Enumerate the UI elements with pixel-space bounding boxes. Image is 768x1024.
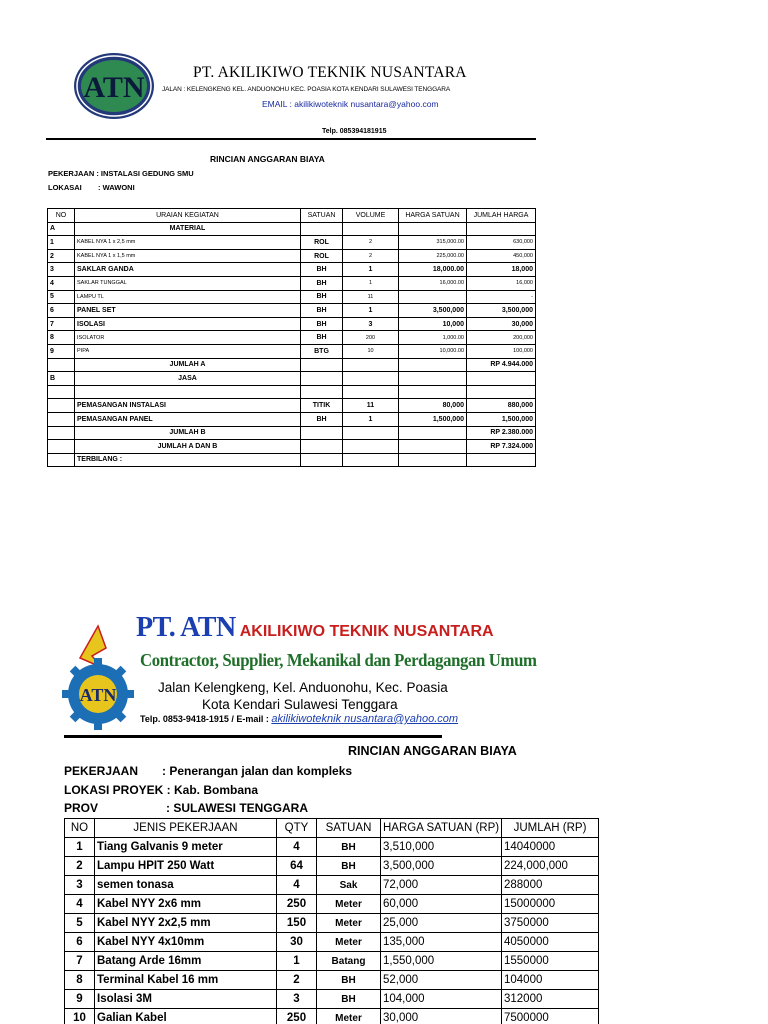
pekerjaan-line: PEKERJAAN : INSTALASI GEDUNG SMU: [48, 169, 194, 178]
jumlah-ab-row: [48, 440, 536, 454]
table-row: [48, 344, 536, 358]
row-item: Kabel NYY 4x10mm: [95, 933, 277, 952]
table-cell: [48, 426, 75, 440]
row-harga: 25,000: [381, 914, 502, 933]
contact-prefix: Telp. 0853-9418-1915 / E-mail :: [140, 714, 272, 724]
table-row: [65, 876, 599, 895]
row-qty: 4: [277, 838, 317, 857]
row-jumlah: -: [467, 290, 536, 304]
row-satuan: BH: [301, 276, 343, 290]
row-harga: 1,000.00: [399, 331, 467, 345]
row-harga: 1,500,000: [399, 412, 467, 426]
row-satuan: ROL: [301, 249, 343, 263]
table-cell: [399, 358, 467, 372]
row-harga: [399, 290, 467, 304]
empty-row: [48, 385, 536, 399]
row-harga: 225,000.00: [399, 249, 467, 263]
row-volume: 10: [343, 344, 399, 358]
table-cell: [399, 453, 467, 467]
row-satuan: BH: [301, 263, 343, 277]
row-satuan: BTG: [301, 344, 343, 358]
row-qty: 30: [277, 933, 317, 952]
row-volume: 1: [343, 412, 399, 426]
table-cell: [343, 440, 399, 454]
row-jumlah: 15000000: [502, 895, 599, 914]
row-harga: 52,000: [381, 971, 502, 990]
contact-email[interactable]: akilikiwoteknik nusantara@yahoo.com: [271, 713, 459, 725]
row-item: SAKLAR GANDA: [75, 263, 301, 277]
row-no: 10: [65, 1009, 95, 1024]
row-jumlah: 18,000: [467, 263, 536, 277]
company-logo: [72, 51, 156, 121]
row-no: 6: [65, 933, 95, 952]
row-volume: 11: [343, 290, 399, 304]
row-no: 5: [65, 914, 95, 933]
row-jumlah: 7500000: [502, 1009, 599, 1024]
row-volume: 2: [343, 249, 399, 263]
row-jumlah: 14040000: [502, 838, 599, 857]
table-row: [48, 304, 536, 318]
logo-text: ATN: [79, 685, 117, 705]
header-no: NO: [48, 209, 75, 223]
table-cell: [399, 440, 467, 454]
row-jumlah: 200,000: [467, 331, 536, 345]
jumlah-ab-value: RP 7.324.000: [467, 440, 536, 454]
jumlah-b-row: [48, 426, 536, 440]
lokasi-line: [48, 183, 135, 192]
row-no: 1: [48, 236, 75, 250]
row-no: 2: [48, 249, 75, 263]
table-cell: [301, 426, 343, 440]
row-volume: 1: [343, 276, 399, 290]
table-header-row: [48, 209, 536, 223]
row-item: LAMPU TL: [75, 290, 301, 304]
header-divider: [46, 138, 536, 140]
table-cell: [467, 372, 536, 386]
row-item: Isolasi 3M: [95, 990, 277, 1009]
row-harga: 1,550,000: [381, 952, 502, 971]
section-row-a: [48, 222, 536, 236]
row-no: 2: [65, 857, 95, 876]
row-qty: 2: [277, 971, 317, 990]
company-address-line1: Jalan Kelengkeng, Kel. Anduonohu, Kec. Poasia: [158, 680, 448, 695]
table-row: [65, 1009, 599, 1024]
row-no: [48, 399, 75, 413]
row-harga: 3,500,000: [381, 857, 502, 876]
brand-short: PT. ATN: [136, 612, 236, 643]
table-cell: [48, 440, 75, 454]
table-cell: [399, 426, 467, 440]
row-satuan: Meter: [317, 914, 381, 933]
table-cell: [48, 385, 75, 399]
row-no: 7: [65, 952, 95, 971]
row-no: 8: [65, 971, 95, 990]
pekerjaan-value: : Penerangan jalan dan kompleks: [162, 764, 353, 778]
table-row: [65, 990, 599, 1009]
logo-text: ATN: [83, 71, 145, 104]
row-qty: 250: [277, 895, 317, 914]
row-harga: 18,000.00: [399, 263, 467, 277]
row-no: 9: [48, 344, 75, 358]
lokasi-value: : WAWONI: [98, 183, 135, 192]
row-harga: 104,000: [381, 990, 502, 1009]
table-cell: [301, 358, 343, 372]
row-qty: 64: [277, 857, 317, 876]
table-row: [65, 971, 599, 990]
company-email[interactable]: EMAIL : akilikiwoteknik nusantara@yahoo.com: [262, 99, 439, 109]
jumlah-b-label: JUMLAH B: [75, 426, 301, 440]
table-cell: [48, 453, 75, 467]
row-harga: 72,000: [381, 876, 502, 895]
row-no: 9: [65, 990, 95, 1009]
company-tagline: Contractor, Supplier, Mekanikal dan Perdagangan Umum: [140, 650, 537, 670]
cost-table-2: [64, 818, 599, 1024]
header-harga-satuan: HARGA SATUAN (RP): [381, 819, 502, 838]
table-row: [65, 952, 599, 971]
row-qty: 3: [277, 990, 317, 1009]
estimate-document-2: [0, 600, 768, 1024]
table-row: [48, 263, 536, 277]
pekerjaan-line: [64, 764, 352, 778]
row-no: 8: [48, 331, 75, 345]
row-no: 4: [65, 895, 95, 914]
row-satuan: TITIK: [301, 399, 343, 413]
table-cell: [467, 453, 536, 467]
table-row: [48, 317, 536, 331]
table-row: [48, 399, 536, 413]
row-jumlah: 100,000: [467, 344, 536, 358]
company-logo-gear: [62, 622, 134, 732]
table-row: [48, 331, 536, 345]
row-jumlah: 1550000: [502, 952, 599, 971]
table-cell: [343, 385, 399, 399]
brand-block: [136, 612, 494, 644]
row-item: SAKLAR TUNGGAL: [75, 276, 301, 290]
terbilang-label: TERBILANG :: [75, 453, 301, 467]
table-cell: [343, 426, 399, 440]
header-jenis: JENIS PEKERJAAN: [95, 819, 277, 838]
section-no: B: [48, 372, 75, 386]
jumlah-a-label: JUMLAH A: [75, 358, 301, 372]
row-satuan: BH: [301, 331, 343, 345]
row-harga: 10,000: [399, 317, 467, 331]
table-cell: [343, 453, 399, 467]
row-satuan: BH: [301, 290, 343, 304]
row-harga: 10,000.00: [399, 344, 467, 358]
lokasi-line: LOKASI PROYEK : Kab. Bombana: [64, 783, 259, 797]
row-satuan: BH: [301, 317, 343, 331]
row-item: Batang Arde 16mm: [95, 952, 277, 971]
section-label: MATERIAL: [75, 222, 301, 236]
row-satuan: Meter: [317, 895, 381, 914]
row-item: Kabel NYY 2x2,5 mm: [95, 914, 277, 933]
row-harga: 315,000.00: [399, 236, 467, 250]
row-no: 3: [48, 263, 75, 277]
table-cell: [75, 385, 301, 399]
row-satuan: BH: [317, 971, 381, 990]
table-cell: [301, 453, 343, 467]
row-qty: 150: [277, 914, 317, 933]
company-address-line2: Kota Kendari Sulawesi Tenggara: [202, 697, 398, 712]
row-item: PEMASANGAN PANEL: [75, 412, 301, 426]
table-row: [65, 838, 599, 857]
row-harga: 30,000: [381, 1009, 502, 1024]
header-volume: VOLUME: [343, 209, 399, 223]
table-row: [48, 290, 536, 304]
section-row-b: [48, 372, 536, 386]
table-row: [48, 276, 536, 290]
row-jumlah: 1,500,000: [467, 412, 536, 426]
table-row: [65, 857, 599, 876]
row-harga: 3,500,000: [399, 304, 467, 318]
section-label: JASA: [75, 372, 301, 386]
row-harga: 135,000: [381, 933, 502, 952]
row-jumlah: 630,000: [467, 236, 536, 250]
cost-table-1: [47, 208, 536, 467]
row-no: 6: [48, 304, 75, 318]
header-qty: QTY: [277, 819, 317, 838]
row-jumlah: 450,000: [467, 249, 536, 263]
row-satuan: Meter: [317, 933, 381, 952]
row-no: 4: [48, 276, 75, 290]
jumlah-b-value: RP 2.380.000: [467, 426, 536, 440]
pekerjaan-key: PEKERJAAN: [64, 764, 139, 778]
company-name: PT. AKILIKIWO TEKNIK NUSANTARA: [193, 64, 467, 81]
row-qty: 4: [277, 876, 317, 895]
row-jumlah: 30,000: [467, 317, 536, 331]
row-satuan: BH: [301, 304, 343, 318]
header-satuan: SATUAN: [301, 209, 343, 223]
table-cell: [399, 372, 467, 386]
table-cell: [343, 358, 399, 372]
document-title: RINCIAN ANGGARAN BIAYA: [348, 744, 517, 758]
row-harga: 16,000.00: [399, 276, 467, 290]
table-row: [65, 933, 599, 952]
header-no: NO: [65, 819, 95, 838]
row-jumlah: 880,000: [467, 399, 536, 413]
prov-value: : SULAWESI TENGGARA: [166, 801, 309, 815]
row-satuan: BH: [301, 412, 343, 426]
row-satuan: Meter: [317, 1009, 381, 1024]
row-item: ISOLASI: [75, 317, 301, 331]
row-jumlah: 312000: [502, 990, 599, 1009]
header-harga-satuan: HARGA SATUAN: [399, 209, 467, 223]
row-satuan: ROL: [301, 236, 343, 250]
row-jumlah: 104000: [502, 971, 599, 990]
table-row: [48, 236, 536, 250]
row-no: 3: [65, 876, 95, 895]
company-phone: Telp. 085394181915: [322, 128, 387, 135]
header-jumlah-harga: JUMLAH HARGA: [467, 209, 536, 223]
row-jumlah: 224,000,000: [502, 857, 599, 876]
estimate-document-1: [0, 0, 768, 480]
row-item: Lampu HPIT 250 Watt: [95, 857, 277, 876]
row-item: Terminal Kabel 16 mm: [95, 971, 277, 990]
table-cell: [467, 385, 536, 399]
row-no: 7: [48, 317, 75, 331]
row-jumlah: 3750000: [502, 914, 599, 933]
table-header-row: [65, 819, 599, 838]
table-row: [48, 412, 536, 426]
row-item: ISOLATOR: [75, 331, 301, 345]
row-volume: 2: [343, 236, 399, 250]
header-jumlah: JUMLAH (RP): [502, 819, 599, 838]
table-cell: [399, 385, 467, 399]
row-no: 5: [48, 290, 75, 304]
header-satuan: SATUAN: [317, 819, 381, 838]
row-harga: 3,510,000: [381, 838, 502, 857]
lokasi-key: LOKASAI: [48, 183, 82, 192]
table-cell: [301, 440, 343, 454]
row-volume: 11: [343, 399, 399, 413]
row-no: 1: [65, 838, 95, 857]
section-no: A: [48, 222, 75, 236]
prov-line: [64, 801, 308, 815]
company-contact: [140, 713, 458, 725]
row-item: KABEL NYA 1 x 1,5 mm: [75, 249, 301, 263]
terbilang-row: [48, 453, 536, 467]
header-uraian: URAIAN KEGIATAN: [75, 209, 301, 223]
table-row: [65, 914, 599, 933]
document-title: RINCIAN ANGGARAN BIAYA: [210, 154, 325, 164]
row-item: Tiang Galvanis 9 meter: [95, 838, 277, 857]
company-address: JALAN : KELENGKENG KEL. ANDUONOHU KEC. POASIA KOTA KENDARI SULAWESI TENGGARA: [162, 86, 451, 93]
row-item: semen tonasa: [95, 876, 277, 895]
table-cell: [48, 358, 75, 372]
header-divider: [64, 735, 442, 738]
row-volume: 3: [343, 317, 399, 331]
brand-full: AKILIKIWO TEKNIK NUSANTARA: [239, 623, 494, 640]
row-satuan: BH: [317, 838, 381, 857]
row-item: Kabel NYY 2x6 mm: [95, 895, 277, 914]
table-cell: [301, 372, 343, 386]
row-item: Galian Kabel: [95, 1009, 277, 1024]
table-cell: [301, 385, 343, 399]
row-satuan: BH: [317, 990, 381, 1009]
row-jumlah: 16,000: [467, 276, 536, 290]
row-qty: 1: [277, 952, 317, 971]
row-no: [48, 412, 75, 426]
table-row: [65, 895, 599, 914]
row-jumlah: 4050000: [502, 933, 599, 952]
row-item: PIPA: [75, 344, 301, 358]
row-item: PEMASANGAN INSTALASI: [75, 399, 301, 413]
row-item: PANEL SET: [75, 304, 301, 318]
row-volume: 1: [343, 304, 399, 318]
row-volume: 1: [343, 263, 399, 277]
jumlah-ab-label: JUMLAH A DAN B: [75, 440, 301, 454]
row-item: KABEL NYA 1 x 2,5 mm: [75, 236, 301, 250]
row-harga: 80,000: [399, 399, 467, 413]
row-volume: 200: [343, 331, 399, 345]
jumlah-a-value: RP 4.944.000: [467, 358, 536, 372]
table-cell: [343, 372, 399, 386]
jumlah-a-row: [48, 358, 536, 372]
row-qty: 250: [277, 1009, 317, 1024]
row-satuan: Sak: [317, 876, 381, 895]
table-row: [48, 249, 536, 263]
row-jumlah: 3,500,000: [467, 304, 536, 318]
row-satuan: BH: [317, 857, 381, 876]
row-harga: 60,000: [381, 895, 502, 914]
prov-key: PROV: [64, 801, 99, 815]
row-satuan: Batang: [317, 952, 381, 971]
row-jumlah: 288000: [502, 876, 599, 895]
